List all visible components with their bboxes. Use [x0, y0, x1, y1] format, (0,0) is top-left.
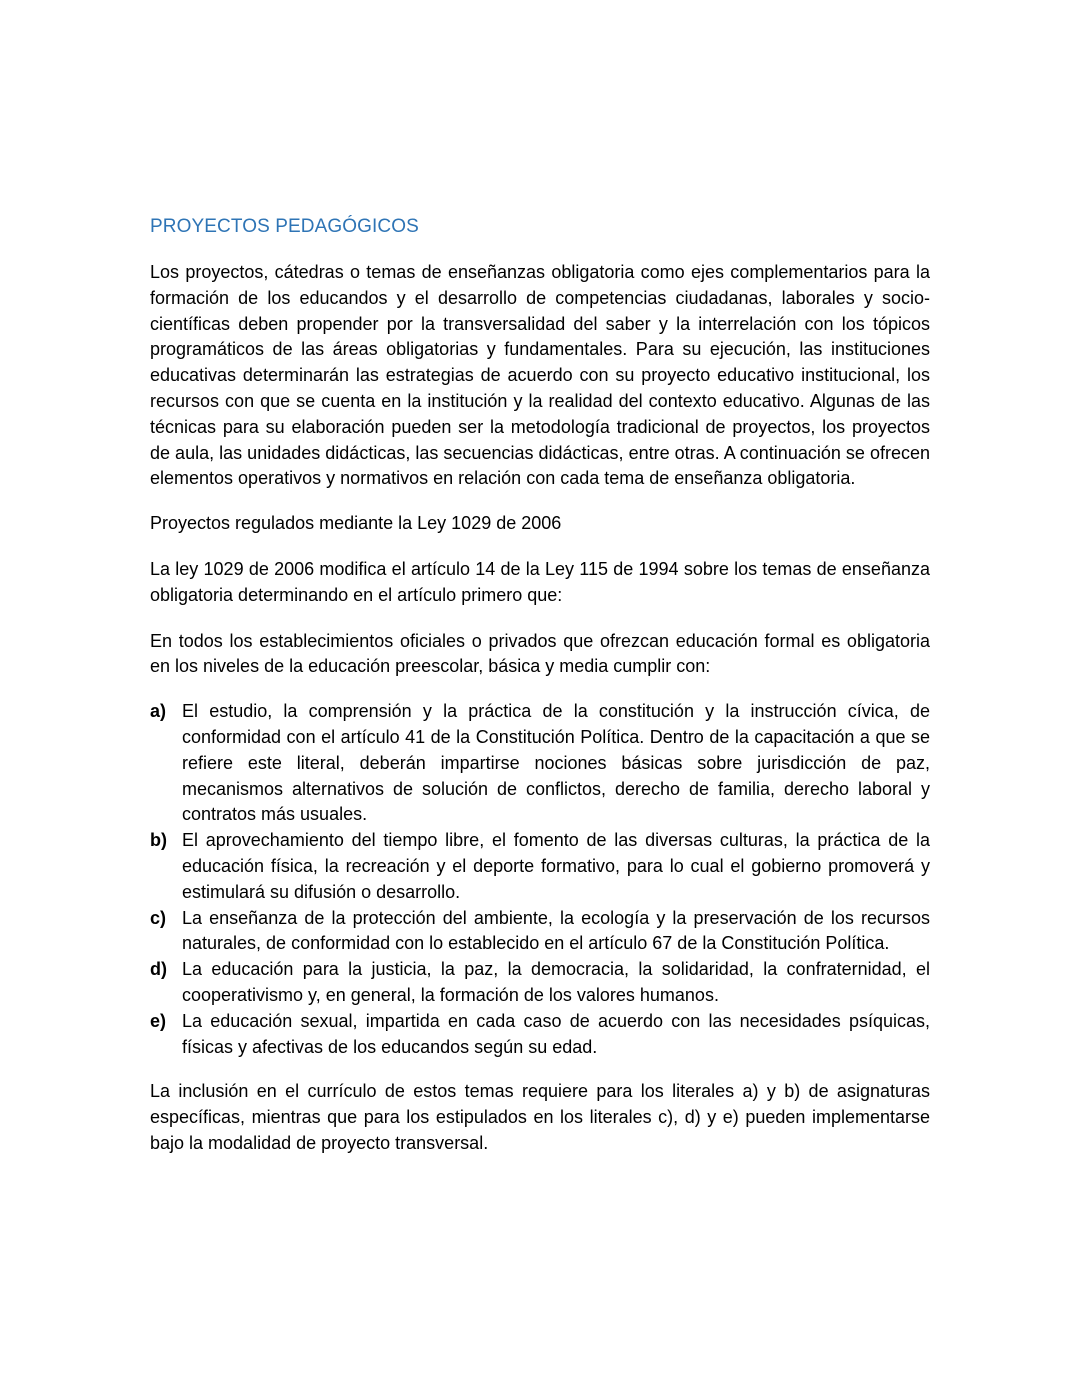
list-item	[150, 957, 930, 1009]
list-item-text: El estudio, la comprensión y la práctica de la constitución y la instrucción cívica, de conformidad con el artículo 41 de la Constitución Política. Dentro de la capacitación a que se refiere este literal, deberán impartirse nociones básicas sobre jurisdicción de paz, mecanismos alternativos de solución de conflictos, derecho de familia, derecho laboral y contratos más usuales.	[182, 701, 930, 825]
intro-paragraph: Los proyectos, cátedras o temas de enseñanzas obligatoria como ejes complementarios para la formación de los educandos y el desarrollo de competencias ciudadanas, laborales y socio-científicas deben propender por la transversalidad del saber y la interrelación con los tópicos programáticos de las áreas obligatorias y fundamentales. Para su ejecución, las instituciones educativas determinarán las estrategias de acuerdo con su proyecto educativo institucional, los recursos con que se cuenta en la institución y la realidad del contexto educativo. Algunas de las técnicas para su elaboración pueden ser la metodología tradicional de proyectos, los proyectos de aula, las unidades didácticas, las secuencias didácticas, entre otras. A continuación se ofrecen elementos operativos y normativos en relación con cada tema de enseñanza obligatoria.	[150, 262, 930, 489]
list-item-letter: c)	[150, 907, 167, 928]
establishments-paragraph: En todos los establecimientos oficiales o privados que ofrezcan educación formal es obligatoria en los niveles de la educación preescolar, básica y media cumplir con:	[150, 630, 930, 677]
list-item-text: La enseñanza de la protección del ambiente, la ecología y la preservación de los recursos naturales, de conformidad con lo establecido en el artículo 67 de la Constitución Política.	[182, 907, 930, 954]
document-page	[150, 214, 930, 1157]
list-item-text: La educación sexual, impartida en cada caso de acuerdo con las necesidades psíquicas, físicas y afectivas de los educandos según su edad.	[182, 1010, 930, 1057]
list-item-letter: d)	[150, 959, 167, 980]
law-paragraph: La ley 1029 de 2006 modifica el artículo 14 de la Ley 115 de 1994 sobre los temas de enseñanza obligatoria determinando en el artículo primero que:	[150, 558, 930, 605]
list-item	[150, 828, 930, 905]
list-item	[150, 699, 930, 828]
closing-paragraph: La inclusión en el currículo de estos temas requiere para los literales a) y b) de asignaturas específicas, mientras que para los estipulados en los literales c), d) y e) pueden implementarse bajo la modalidad de proyecto transversal.	[150, 1081, 930, 1153]
list-item	[150, 906, 930, 958]
obligations-list	[150, 699, 930, 1060]
list-item-letter: b)	[150, 830, 167, 851]
list-item-letter: a)	[150, 701, 167, 722]
list-item	[150, 1009, 930, 1061]
page-title: PROYECTOS PEDAGÓGICOS	[150, 216, 419, 237]
list-item-letter: e)	[150, 1010, 167, 1031]
list-item-text: El aprovechamiento del tiempo libre, el fomento de las diversas culturas, la práctica de la educación física, la recreación y el deporte formativo, para lo cual el gobierno promoverá y estimulará su difusión o desarrollo.	[182, 830, 930, 902]
list-item-text: La educación para la justicia, la paz, la democracia, la solidaridad, la confraternidad, el cooperativismo y, en general, la formación de los valores humanos.	[182, 959, 930, 1005]
section-subheading: Proyectos regulados mediante la Ley 1029 de 2006	[150, 513, 562, 534]
